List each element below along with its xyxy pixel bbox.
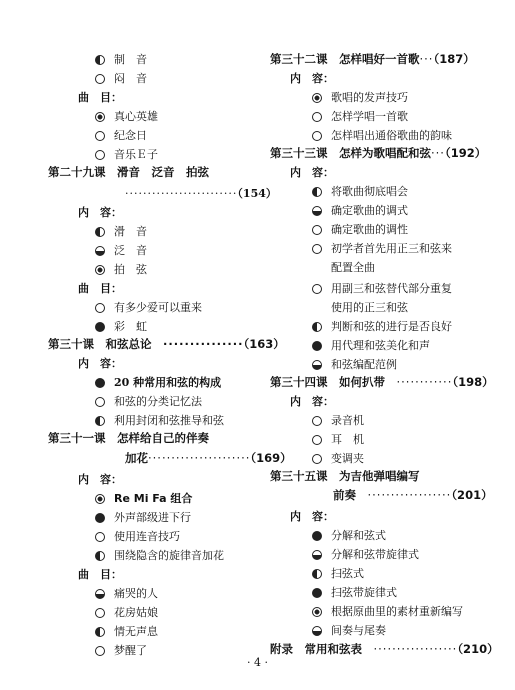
list-item: 初学者首先用正三和弦来 (312, 241, 452, 256)
songs-label: 曲 目： (78, 91, 122, 104)
list-item: 和弦的分类记忆法 (95, 394, 202, 409)
circle-bullet-icon (95, 646, 105, 656)
circle-bullet-icon (312, 531, 322, 541)
content-label: 内 容： (290, 510, 334, 523)
circle-bullet-icon (95, 397, 105, 407)
list-item: 怎样学唱一首歌 (312, 109, 408, 124)
circle-bullet-icon (312, 93, 322, 103)
circle-bullet-icon (312, 435, 322, 445)
circle-bullet-icon (95, 150, 105, 160)
list-item: 围绕隐含的旋律音加花 (95, 548, 224, 563)
list-item: 扫弦式 (312, 566, 364, 581)
list-item: 和弦编配范例 (312, 357, 397, 372)
list-item-continued: 配置全曲 (331, 261, 375, 274)
toc-leader: ·························（154） (125, 187, 277, 200)
list-item: Re Mi Fa 组合 (95, 491, 192, 506)
circle-bullet-icon (95, 131, 105, 141)
circle-bullet-icon (312, 187, 322, 197)
lesson-30-title: 第三十课 和弦总论 ···············（163） (48, 337, 285, 351)
circle-bullet-icon (95, 589, 105, 599)
list-item: 情无声息 (95, 624, 158, 639)
list-item: 判断和弦的进行是否良好 (312, 319, 452, 334)
page-number: · 4 · (247, 656, 268, 669)
list-item: 间奏与尾奏 (312, 623, 386, 638)
circle-bullet-icon (312, 569, 322, 579)
circle-bullet-icon (95, 608, 105, 618)
list-item: 变调夹 (312, 451, 364, 466)
circle-bullet-icon (312, 244, 322, 254)
content-label: 内 容： (78, 206, 122, 219)
list-item: 滑 音 (95, 224, 147, 239)
circle-bullet-icon (312, 607, 322, 617)
list-item: 确定歌曲的调性 (312, 222, 408, 237)
list-item: 闷 音 (95, 71, 147, 86)
lesson-33-title: 第三十三课 怎样为歌唱配和弦···（192） (270, 146, 487, 160)
circle-bullet-icon (312, 416, 322, 426)
list-item-continued: 使用的正三和弦 (331, 301, 408, 314)
circle-bullet-icon (312, 225, 322, 235)
lesson-29-title: 第二十九课 滑音 泛音 拍弦 (48, 165, 209, 179)
list-item: 20 种常用和弦的构成 (95, 375, 221, 390)
list-item: 将歌曲彻底唱会 (312, 184, 408, 199)
toc-leader: 加花······················（169） (125, 451, 292, 465)
appendix-title: 附录 常用和弦表 ··················（210） (270, 642, 499, 656)
list-item: 纪念日 (95, 128, 147, 143)
content-label: 内 容： (290, 166, 334, 179)
list-item: 用副三和弦替代部分重复 (312, 281, 452, 296)
list-item: 分解和弦式 (312, 528, 386, 543)
lesson-32-title: 第三十二课 怎样唱好一首歌···（187） (270, 52, 475, 66)
list-item: 音乐Ｅ子 (95, 147, 158, 162)
list-item: 彩 虹 (95, 319, 147, 334)
lesson-31-title: 第三十一课 怎样给自己的伴奏 (48, 431, 209, 445)
toc-leader: 前奏 ··················（201） (333, 488, 493, 502)
songs-label: 曲 目： (78, 568, 122, 581)
circle-bullet-icon (312, 588, 322, 598)
circle-bullet-icon (95, 627, 105, 637)
content-label: 内 容： (290, 395, 334, 408)
songs-label: 曲 目： (78, 282, 122, 295)
list-item: 确定歌曲的调式 (312, 203, 408, 218)
list-item: 制 音 (95, 52, 147, 67)
circle-bullet-icon (312, 322, 322, 332)
list-item: 花房姑娘 (95, 605, 158, 620)
circle-bullet-icon (312, 454, 322, 464)
list-item: 利用封闭和弦推导和弦 (95, 413, 224, 428)
circle-bullet-icon (312, 131, 322, 141)
circle-bullet-icon (312, 206, 322, 216)
circle-bullet-icon (312, 626, 322, 636)
circle-bullet-icon (312, 341, 322, 351)
circle-bullet-icon (95, 303, 105, 313)
list-item: 耳 机 (312, 432, 364, 447)
content-label: 内 容： (78, 357, 122, 370)
circle-bullet-icon (95, 246, 105, 256)
list-item: 根据原曲里的素材重新编写 (312, 604, 463, 619)
list-item: 泛 音 (95, 243, 147, 258)
circle-bullet-icon (95, 494, 105, 504)
circle-bullet-icon (312, 550, 322, 560)
content-label: 内 容： (78, 473, 122, 486)
list-item: 痛哭的人 (95, 586, 158, 601)
circle-bullet-icon (95, 74, 105, 84)
circle-bullet-icon (95, 416, 105, 426)
list-item: 录音机 (312, 413, 364, 428)
list-item: 扫弦带旋律式 (312, 585, 397, 600)
list-item: 用代理和弦美化和声 (312, 338, 430, 353)
circle-bullet-icon (95, 112, 105, 122)
circle-bullet-icon (95, 265, 105, 275)
list-item: 梦醒了 (95, 643, 147, 658)
circle-bullet-icon (95, 551, 105, 561)
circle-bullet-icon (95, 55, 105, 65)
lesson-35-title: 第三十五课 为吉他弹唱编写 (270, 469, 420, 483)
circle-bullet-icon (95, 322, 105, 332)
list-item: 歌唱的发声技巧 (312, 90, 408, 105)
list-item: 外声部级进下行 (95, 510, 191, 525)
circle-bullet-icon (312, 112, 322, 122)
circle-bullet-icon (95, 513, 105, 523)
list-item: 怎样唱出通俗歌曲的韵味 (312, 128, 452, 143)
circle-bullet-icon (95, 227, 105, 237)
circle-bullet-icon (312, 360, 322, 370)
list-item: 拍 弦 (95, 262, 147, 277)
circle-bullet-icon (95, 378, 105, 388)
lesson-34-title: 第三十四课 如何扒带 ············（198） (270, 375, 494, 389)
content-label: 内 容： (290, 72, 334, 85)
list-item: 真心英雄 (95, 109, 158, 124)
circle-bullet-icon (95, 532, 105, 542)
list-item: 有多少爱可以重来 (95, 300, 202, 315)
list-item: 分解和弦带旋律式 (312, 547, 419, 562)
circle-bullet-icon (312, 284, 322, 294)
list-item: 使用连音技巧 (95, 529, 180, 544)
